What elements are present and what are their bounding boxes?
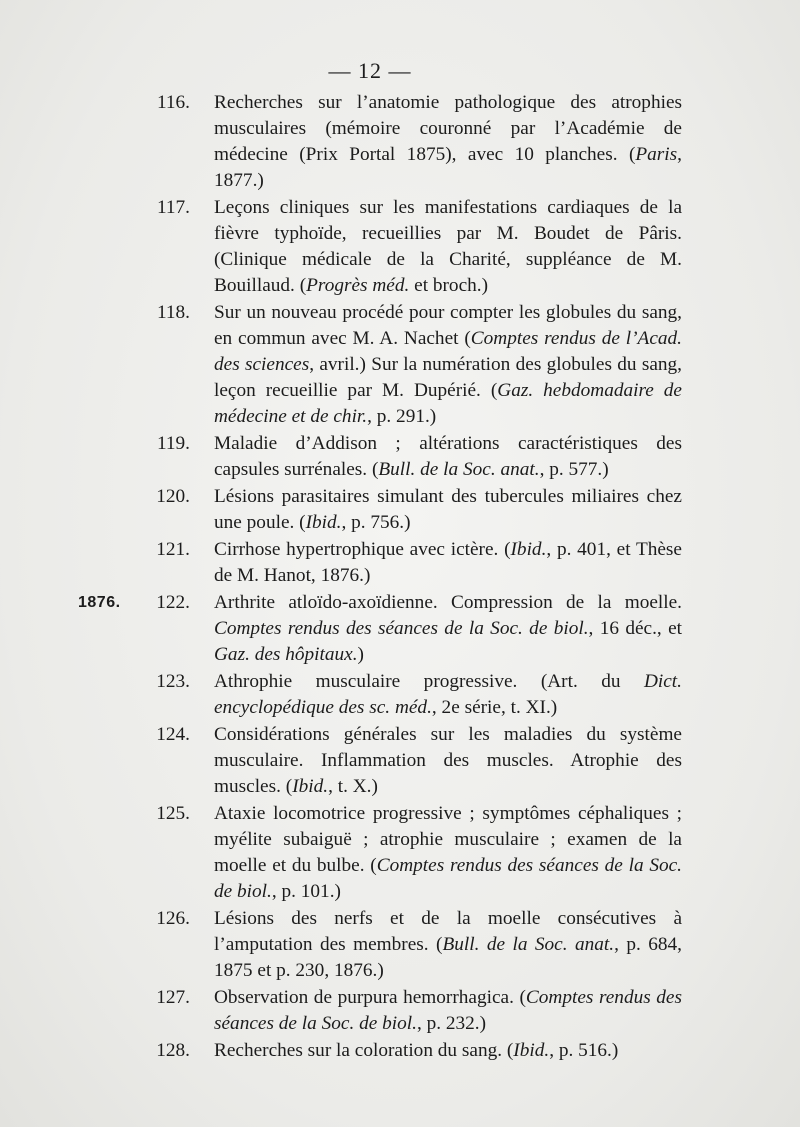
entry-text [214, 197, 682, 296]
entry-text [214, 433, 682, 480]
entry-text-part: Leçons cliniques sur les manifestations cardiaques de la fièvre typhoïde, recueillies par M. Boudet de Pâris. (Clinique médicale de la Charité, suppléance de M. Bouillaud. ( [214, 197, 682, 296]
entry-text-part: , 2e série, t. XI.) [431, 697, 558, 718]
page-number: — 12 — [328, 58, 412, 83]
entry-text-part: , p. 756.) [341, 512, 411, 533]
entry-number: 118. [156, 302, 190, 323]
entry-number: 116. [156, 92, 190, 113]
entry-text-part: ) [357, 644, 364, 665]
entry-text-part: Recherches sur l’anatomie pathologique des atrophies musculaires (mémoire couronné par l’Académie de médecine (Prix Portal 1875), avec 10 planches. ( [214, 92, 682, 165]
entry-text-part: , p. 232.) [416, 1013, 487, 1034]
entry-citation-italic: Paris [635, 144, 678, 165]
entry-text-part: Cirrhose hypertrophique avec ictère. ( [214, 539, 511, 560]
entry-text-part: , p. 101.) [271, 881, 341, 902]
bibliography-entry [0, 484, 682, 536]
entry-text [214, 908, 682, 981]
entry-number: 127. [156, 987, 190, 1008]
entry-citation-italic: Ibid. [305, 512, 342, 533]
entry-text [214, 803, 682, 902]
entry-text-part: Observation de purpura hemorrhagica. ( [214, 987, 526, 1008]
entry-number: 126. [156, 908, 190, 929]
entry-number: 120. [156, 486, 190, 507]
entry-text [214, 592, 682, 665]
entry-text-part: Considérations générales sur les maladies du système musculaire. Inflammation des muscles. Atrophie des muscles. ( [214, 724, 682, 797]
entry-text [214, 1040, 618, 1061]
bibliography-entry [0, 90, 682, 194]
entry-text-part: Athrophie musculaire progressive. (Art. du [214, 671, 644, 692]
entry-text-part: , 1877.) [214, 144, 682, 191]
entry-year: 1876. [78, 594, 121, 611]
entry-text [214, 302, 682, 427]
bibliography-entry [0, 195, 682, 299]
entry-number: 128. [156, 1040, 190, 1061]
entry-text-part: , t. X.) [328, 776, 378, 797]
bibliography-entry [0, 985, 682, 1037]
bibliography-entry [0, 669, 682, 721]
entry-text [214, 671, 682, 718]
entry-text-part: Sur un nouveau procédé pour compter les globules du sang, en commun avec M. A. Nachet ( [214, 302, 682, 349]
entry-text-part: , p. 401, et Thèse de M. Hanot, 1876.) [214, 539, 682, 586]
bibliography-entry [0, 300, 682, 430]
entry-number: 125. [156, 803, 190, 824]
entry-number: 122. [156, 592, 190, 613]
entry-citation-italic: Dict. encyclopédique des sc. méd. [214, 671, 682, 718]
entry-citation-italic: Ibid. [292, 776, 329, 797]
entry-citation-italic: Bull. de la Soc. anat. [378, 459, 540, 480]
entry-citation-italic: Comptes rendus des séances de la Soc. de biol. [214, 855, 682, 902]
entry-number: 121. [156, 539, 190, 560]
entry-citation-italic: Comptes rendus des séances de la Soc. de biol. [214, 987, 682, 1034]
entry-text-part: et broch.) [409, 275, 489, 296]
entry-text [214, 539, 682, 586]
entry-text-part: , p. 577.) [539, 459, 609, 480]
entry-text-part: Maladie d’Addison ; altérations caractéristiques des capsules surrénales. ( [214, 433, 682, 480]
bibliography-entry [0, 801, 682, 905]
entry-text-part: , p. 516.) [549, 1040, 619, 1061]
entry-text-part: Arthrite atloïdo-axoïdienne. Compression de la moelle. [214, 592, 682, 613]
entry-citation-italic: Ibid. [510, 539, 547, 560]
bibliography-entry [0, 722, 682, 800]
entry-text-part: Ataxie locomotrice progressive ; symptômes céphaliques ; myélite subaiguë ; atrophie musculaire ; examen de la moelle et du bulbe. ( [214, 803, 682, 876]
entry-citation-italic: Progrès méd. [306, 275, 410, 296]
entry-text [214, 486, 682, 533]
entry-number: 117. [156, 197, 190, 218]
entry-text-part: , p. 291.) [367, 406, 437, 427]
entry-citation-italic: Gaz. des hôpitaux. [214, 644, 358, 665]
bibliography-entry [0, 431, 682, 483]
bibliography-list [0, 90, 800, 1065]
entry-text-part: , p. 684, 1875 et p. 230, 1876.) [214, 934, 682, 981]
entry-citation-italic: Gaz. hebdomadaire de médecine et de chir. [214, 380, 682, 427]
entry-text-part: , avril.) Sur la numération des globules du sang, leçon recueillie par M. Dupérié. ( [214, 354, 682, 401]
entry-text [214, 724, 682, 797]
entry-text-part: Lésions parasitaires simulant des tubercules miliaires chez une poule. ( [214, 486, 682, 533]
entry-citation-italic: Ibid. [513, 1040, 550, 1061]
entry-citation-italic: Bull. de la Soc. anat. [442, 934, 615, 955]
entry-text-part: , 16 déc., et [588, 618, 682, 639]
entry-text [214, 987, 682, 1034]
bibliography-entry [0, 590, 682, 668]
entry-citation-italic: Comptes rendus de l’Acad. des sciences [214, 328, 682, 375]
entry-number: 123. [156, 671, 190, 692]
entry-citation-italic: Comptes rendus des séances de la Soc. de biol. [214, 618, 589, 639]
bibliography-entry [0, 537, 682, 589]
entry-text-part: Recherches sur la coloration du sang. ( [214, 1040, 514, 1061]
entry-text-part: Lésions des nerfs et de la moelle consécutives à l’amputation des membres. ( [214, 908, 682, 955]
bibliography-entry [0, 1038, 682, 1064]
bibliography-entry [0, 906, 682, 984]
entry-number: 119. [156, 433, 190, 454]
entry-text [214, 92, 682, 191]
entry-number: 124. [156, 724, 190, 745]
